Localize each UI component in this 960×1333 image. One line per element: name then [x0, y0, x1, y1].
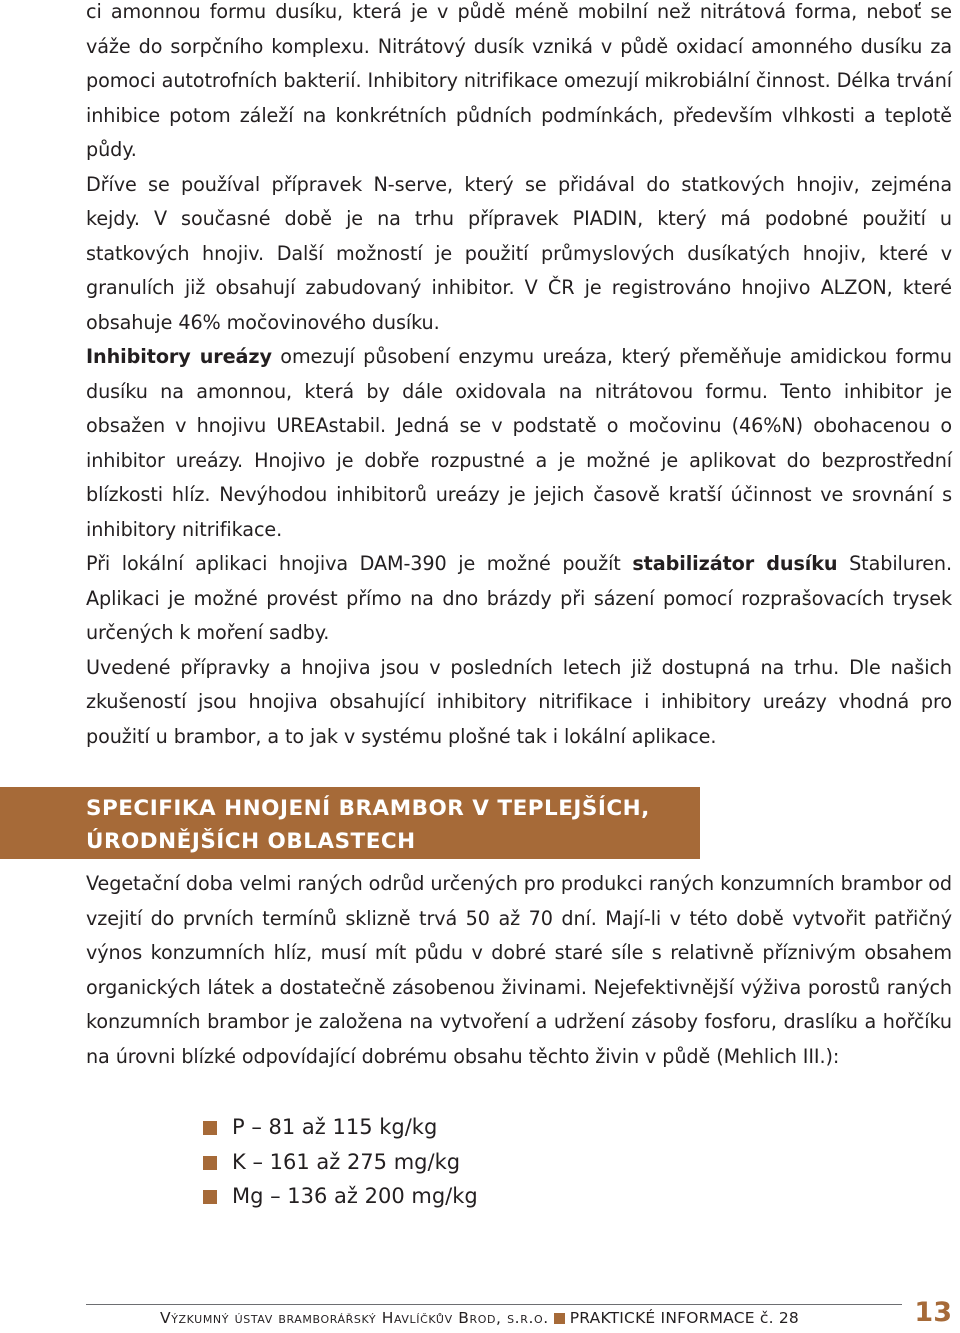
footer — [160, 1306, 960, 1332]
square-bullet-icon — [203, 1190, 217, 1204]
paragraph-urease-inhibitors: Inhibitory ureázy omezují působení enzymu ureáza, který přeměňuje amidickou formu dusíku na amonnou, která by dále oxidovala na nitrátovou formu. Tento inhibitor je obsažen v hnojivu UREAstabil. Jedná se v podstatě o močovinu (46%N) obohacenou o inhibitor ureázy. Hnojivo je dobře rozpustné a je možné je aplikovat do bezprostřední blízkosti hlíz. Nevýhodou inhibitorů ureázy je jejich časově kratší účinnost ve srovnání s inhibitory nitrifikace. — [86, 345, 952, 541]
list-item: Mg – 136 až 200 mg/kg — [203, 1179, 478, 1214]
square-bullet-icon — [203, 1121, 217, 1135]
square-bullet-icon — [203, 1156, 217, 1170]
paragraph-availability: Uvedené přípravky a hnojiva jsou v posledních letech již dostupná na trhu. Dle našich zkušeností jsou hnojiva obsahující inhibitory nitrifikace i inhibitory ureázy vhodná pro použití u brambor, a to jak v systému plošné tak i lokální aplikace. — [86, 655, 952, 748]
nutrient-list — [203, 1110, 478, 1214]
paragraph-n-serve: Dříve se používal přípravek N-serve, který se přidával do statkových hnojiv, zejména kejdy. V současné době je na trhu přípravek PIADIN, který má podobné použití u statkových hnojiv. Další možností je použití průmyslových dusíkatých hnojiv, které v granulích již obsahují zabudovaný inhibitor. V ČR je registrováno hnojivo ALZON, které obsahuje 46% močovinového dusíku. — [86, 172, 952, 334]
section-heading-line-1: SPECIFIKA HNOJENÍ BRAMBOR V TEPLEJŠÍCH, — [86, 796, 650, 821]
list-item: P – 81 až 115 kg/kg — [203, 1110, 478, 1145]
bold-term: stabilizátor dusíku — [632, 552, 838, 575]
footer-publication: PRAKTICKÉ INFORMACE č. 28 — [569, 1309, 799, 1327]
list-item: K – 161 až 275 mg/kg — [203, 1145, 478, 1180]
footer-institute: Výzkumný ústav bramborářský Havlíčkův Brod, s.r.o. — [160, 1309, 549, 1327]
paragraph-nitrification: ci amonnou formu dusíku, která je v půdě méně mobilní než nitrátová forma, neboť se váže do sorpčního komplexu. Nitrátový dusík vzniká v půdě oxidací amonného dusíku za pomoci autotrofních bakterií. Inhibitory nitrifikace omezují mikrobiální činnost. Délka trvání inhibice potom záleží na konkrétních půdních podmínkách, především vlhkosti a teplotě půdy. — [86, 0, 952, 161]
page-number: 13 — [914, 1297, 952, 1328]
section-heading — [86, 792, 696, 858]
body-text-top — [86, 0, 952, 754]
square-separator-icon — [554, 1313, 565, 1324]
paragraph-vegetation: Vegetační doba velmi raných odrůd určených pro produkci raných konzumních brambor od vzejití do prvních termínů sklizně trvá 50 až 70 dní. Mají-li v této době vytvořit patřičný výnos konzumních hlíz, musí mít půdu v dobré staré síle s relativně příznivým obsahem organických látek a dostatečně zásobenou živinami. Nejefektivnější výživa porostů raných konzumních brambor je založena na vytvoření a udržení zásoby fosforu, draslíku a hořčíku na úrovni blízké odpovídající dobrému obsahu těchto živin v půdě (Mehlich III.): — [86, 872, 952, 1068]
footer-rule — [86, 1304, 902, 1305]
paragraph-stabilizer: Při lokální aplikaci hnojiva DAM-390 je možné použít stabilizátor dusíku Stabiluren. Aplikaci je možné provést přímo na dno brázdy při sázení pomocí rozprašovacích trysek určených k moření sadby. — [86, 552, 952, 644]
bold-term: Inhibitory ureázy — [86, 345, 272, 368]
section-heading-line-2: ÚRODNĚJŠÍCH OBLASTECH — [86, 829, 416, 854]
body-text-section — [86, 867, 952, 1074]
